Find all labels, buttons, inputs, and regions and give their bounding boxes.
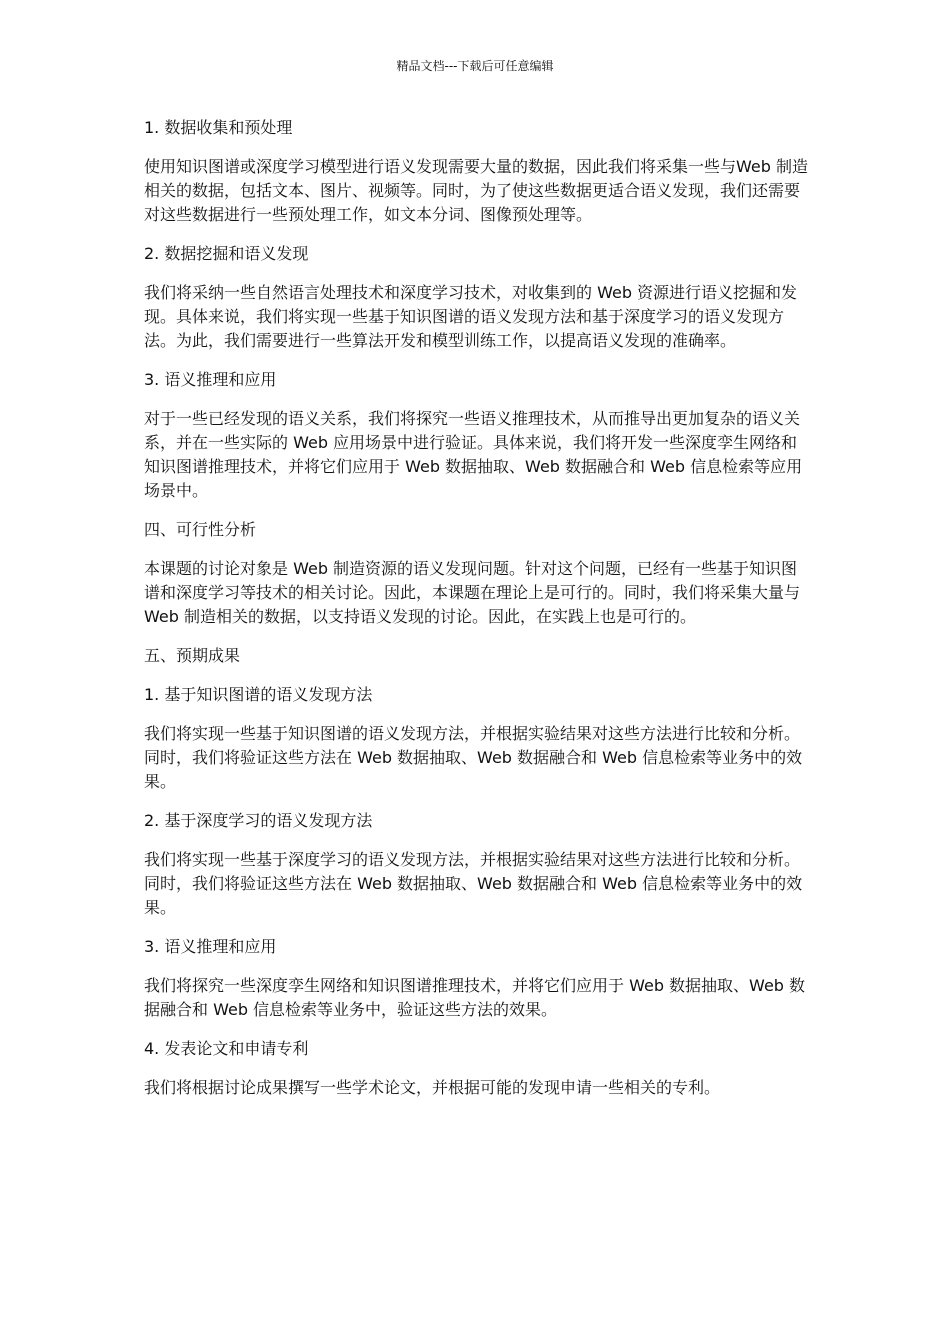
section-heading: 1. 基于知识图谱的语义发现方法 bbox=[144, 685, 373, 704]
section-heading: 四、可行性分析 bbox=[144, 520, 257, 539]
section-heading: 3. 语义推理和应用 bbox=[144, 937, 277, 956]
paragraph: 我们将采纳一些自然语言处理技术和深度学习技术，对收集到的 Web 资源进行语义挖掘和发现。具体来说，我们将实现一些基于知识图谱的语义发现方法和基于深度学习的语义发现方法。为此，我们需要进行一些算法开发和模型训练工作，以提高语义发现的准确率。 bbox=[144, 283, 798, 350]
paragraph: 本课题的讨论对象是 Web 制造资源的语义发现问题。针对这个问题，已经有一些基于知识图谱和深度学习等技术的相关讨论。因此，本课题在理论上是可行的。同时，我们将采集大量与 Web 制造相关的数据，以支持语义发现的讨论。因此，在实践上也是可行的。 bbox=[144, 559, 801, 626]
paragraph: 对于一些已经发现的语义关系，我们将探究一些语义推理技术，从而推导出更加复杂的语义关系，并在一些实际的 Web 应用场景中进行验证。具体来说，我们将开发一些深度孪生网络和知识图谱推理技术，并将它们应用于 Web 数据抽取、Web 数据融合和 Web 信息检索等应用场景中。 bbox=[144, 409, 803, 500]
section-heading: 4. 发表论文和申请专利 bbox=[144, 1039, 309, 1058]
section-heading: 1. 数据收集和预处理 bbox=[144, 118, 293, 137]
section-heading: 3. 语义推理和应用 bbox=[144, 370, 277, 389]
document-body bbox=[144, 116, 808, 1115]
paragraph: 我们将探究一些深度孪生网络和知识图谱推理技术，并将它们应用于 Web 数据抽取、Web 数据融合和 Web 信息检索等业务中，验证这些方法的效果。 bbox=[144, 976, 806, 1019]
section-heading: 2. 数据挖掘和语义发现 bbox=[144, 244, 309, 263]
paragraph: 我们将实现一些基于深度学习的语义发现方法，并根据实验结果对这些方法进行比较和分析。同时，我们将验证这些方法在 Web 数据抽取、Web 数据融合和 Web 信息检索等业务中的效果。 bbox=[144, 850, 803, 917]
paragraph: 我们将根据讨论成果撰写一些学术论文，并根据可能的发现申请一些相关的专利。 bbox=[144, 1078, 721, 1097]
paragraph: 我们将实现一些基于知识图谱的语义发现方法，并根据实验结果对这些方法进行比较和分析。同时，我们将验证这些方法在 Web 数据抽取、Web 数据融合和 Web 信息检索等业务中的效果。 bbox=[144, 724, 803, 791]
section-heading: 五、预期成果 bbox=[144, 646, 241, 665]
paragraph: 使用知识图谱或深度学习模型进行语义发现需要大量的数据，因此我们将采集一些与Web 制造相关的数据，包括文本、图片、视频等。同时，为了使这些数据更适合语义发现，我们还需要对这些数据进行一些预处理工作，如文本分词、图像预处理等。 bbox=[144, 157, 808, 224]
page-header: 精品文档---下载后可任意编辑 bbox=[396, 59, 554, 73]
section-heading: 2. 基于深度学习的语义发现方法 bbox=[144, 811, 373, 830]
